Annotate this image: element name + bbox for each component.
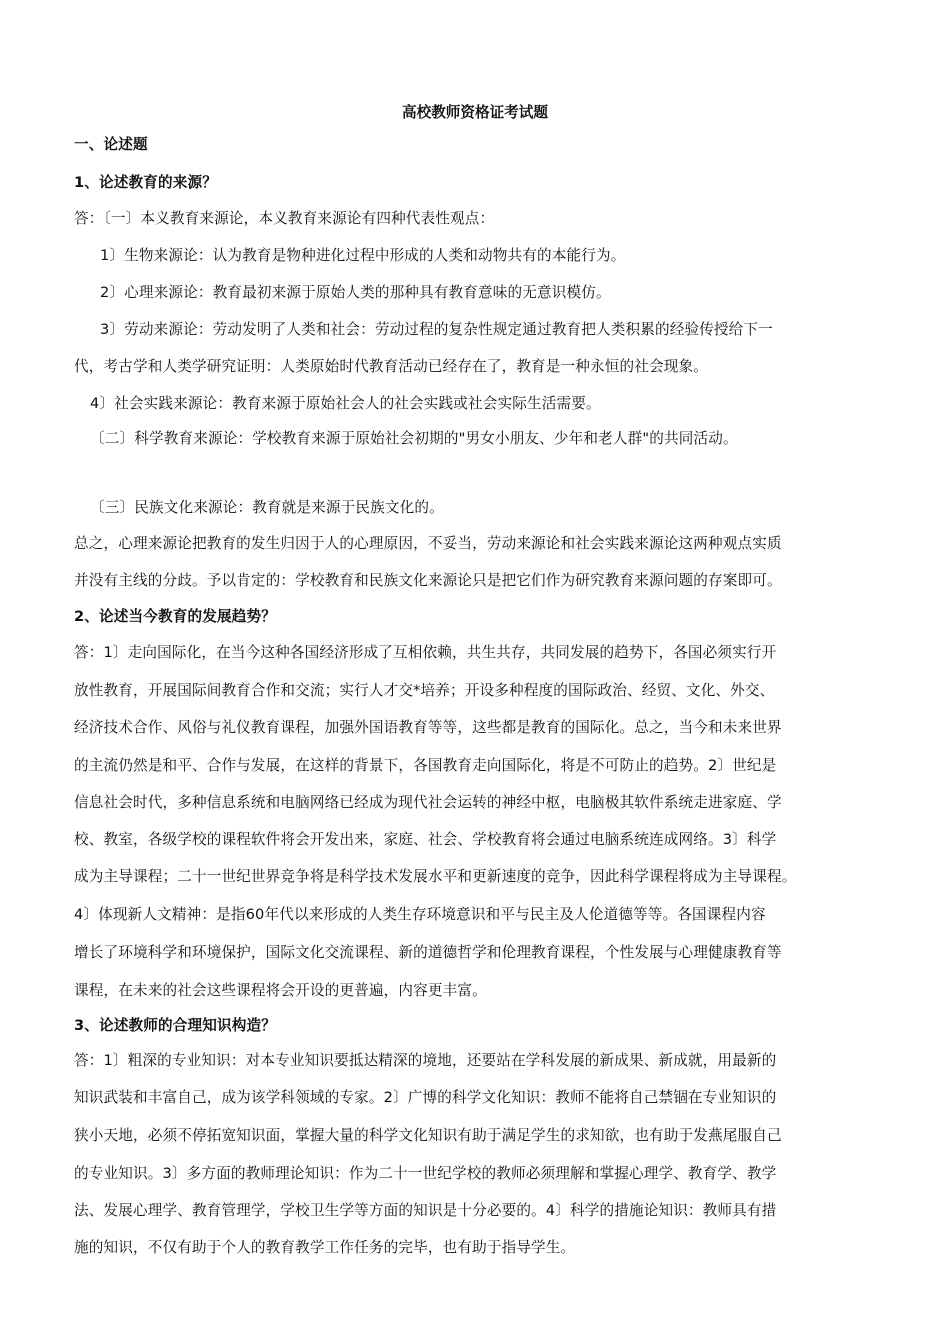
question-2-answer-line: 经济技术合作、风俗与礼仪教育课程，加强外国语教育等等，这些都是教育的国际化。总之，当今和未来世界: [74, 719, 782, 736]
question-3-heading: 3、论述教师的合理知识构造？: [74, 1017, 276, 1034]
question-3-answer-line: 狭小天地，必须不停拓宽知识面，掌握大量的科学文化知识有助于满足学生的求知欲，也有助于发燕尾服自己: [74, 1127, 782, 1144]
question-1-answer-line: 〔三〕民族文化来源论：教育就是来源于民族文化的。: [90, 499, 444, 516]
question-1-answer-line: 2〕心理来源论：教育最初来源于原始人类的那种具有教育意味的无意识模仿。: [100, 284, 611, 301]
question-1-answer-line: 〔二〕科学教育来源论：学校教育来源于原始社会初期的"男女小朋友、少年和老人群"的共同活动。: [90, 430, 738, 447]
question-2-answer-line: 答：1〕走向国际化，在当今这种各国经济形成了互相依赖，共生共存，共同发展的趋势下，各国必须实行开: [74, 644, 777, 661]
question-1-answer-line: 4〕社会实践来源论：教育来源于原始社会人的社会实践或社会实际生活需要。: [90, 395, 601, 412]
question-1-answer-line: 并没有主线的分歧。予以肯定的：学校教育和民族文化来源论只是把它们作为研究教育来源问题的存案即可。: [74, 572, 782, 589]
question-3-answer-line: 答：1〕粗深的专业知识：对本专业知识要抵达精深的境地，还要站在学科发展的新成果、新成就，用最新的: [74, 1052, 777, 1069]
question-2-answer-line: 成为主导课程；二十一世纪世界竞争将是科学技术发展水平和更新速度的竞争，因此科学课程将成为主导课程。: [74, 868, 797, 885]
question-2-answer-line: 4〕体现新人文精神：是指60年代以来形成的人类生存环境意识和平与民主及人伦道德等等。各国课程内容: [74, 906, 766, 923]
question-3-answer-line: 法、发展心理学、教育管理学，学校卫生学等方面的知识是十分必要的。4〕科学的措施论知识：教师具有措: [74, 1202, 777, 1219]
question-1-heading: 1、论述教育的来源？: [74, 174, 217, 191]
document-title: 高校教师资格证考试题: [402, 104, 548, 121]
question-1-answer-line: 代，考古学和人类学研究证明：人类原始时代教育活动已经存在了，教育是一种永恒的社会现象。: [74, 358, 708, 375]
question-1-answer-line: 3〕劳动来源论：劳动发明了人类和社会：劳动过程的复杂性规定通过教育把人类积累的经验传授给下一: [100, 321, 773, 338]
question-3-answer-line: 施的知识，不仅有助于个人的教育教学工作任务的完毕，也有助于指导学生。: [74, 1239, 576, 1256]
question-1-answer-line: 1〕生物来源论：认为教育是物种进化过程中形成的人类和动物共有的本能行为。: [100, 247, 626, 264]
question-2-heading: 2、论述当今教育的发展趋势？: [74, 608, 276, 625]
question-2-answer-line: 放性教育，开展国际间教育合作和交流；实行人才交*培养；开设多种程度的国际政治、经贸、文化、外交、: [74, 682, 775, 699]
question-2-answer-line: 校、教室，各级学校的课程软件将会开发出来，家庭、社会、学校教育将会通过电脑系统连成网络。3〕科学: [74, 831, 777, 848]
question-2-answer-line: 课程，在未来的社会这些课程将会开设的更普遍，内容更丰富。: [74, 982, 487, 999]
section-heading: 一、论述题: [74, 136, 148, 153]
question-3-answer-line: 知识武装和丰富自己，成为该学科领域的专家。2〕广博的科学文化知识：教师不能将自己禁锢在专业知识的: [74, 1089, 777, 1106]
question-2-answer-line: 信息社会时代，多种信息系统和电脑网络已经成为现代社会运转的神经中枢，电脑极其软件系统走进家庭、学: [74, 794, 782, 811]
question-3-answer-line: 的专业知识。3〕多方面的教师理论知识：作为二十一世纪学校的教师必须理解和掌握心理学、教育学、教学: [74, 1165, 777, 1182]
question-1-answer-line: 答：〔一〕本义教育来源论，本义教育来源论有四种代表性观点：: [74, 210, 495, 227]
question-1-answer-line: 总之，心理来源论把教育的发生归因于人的心理原因，不妥当，劳动来源论和社会实践来源论这两种观点实质: [74, 535, 782, 552]
question-2-answer-line: 的主流仍然是和平、合作与发展，在这样的背景下，各国教育走向国际化，将是不可防止的趋势。2〕世纪是: [74, 757, 777, 774]
question-2-answer-line: 增长了环境科学和环境保护，国际文化交流课程、新的道德哲学和伦理教育课程，个性发展与心理健康教育等: [74, 944, 782, 961]
